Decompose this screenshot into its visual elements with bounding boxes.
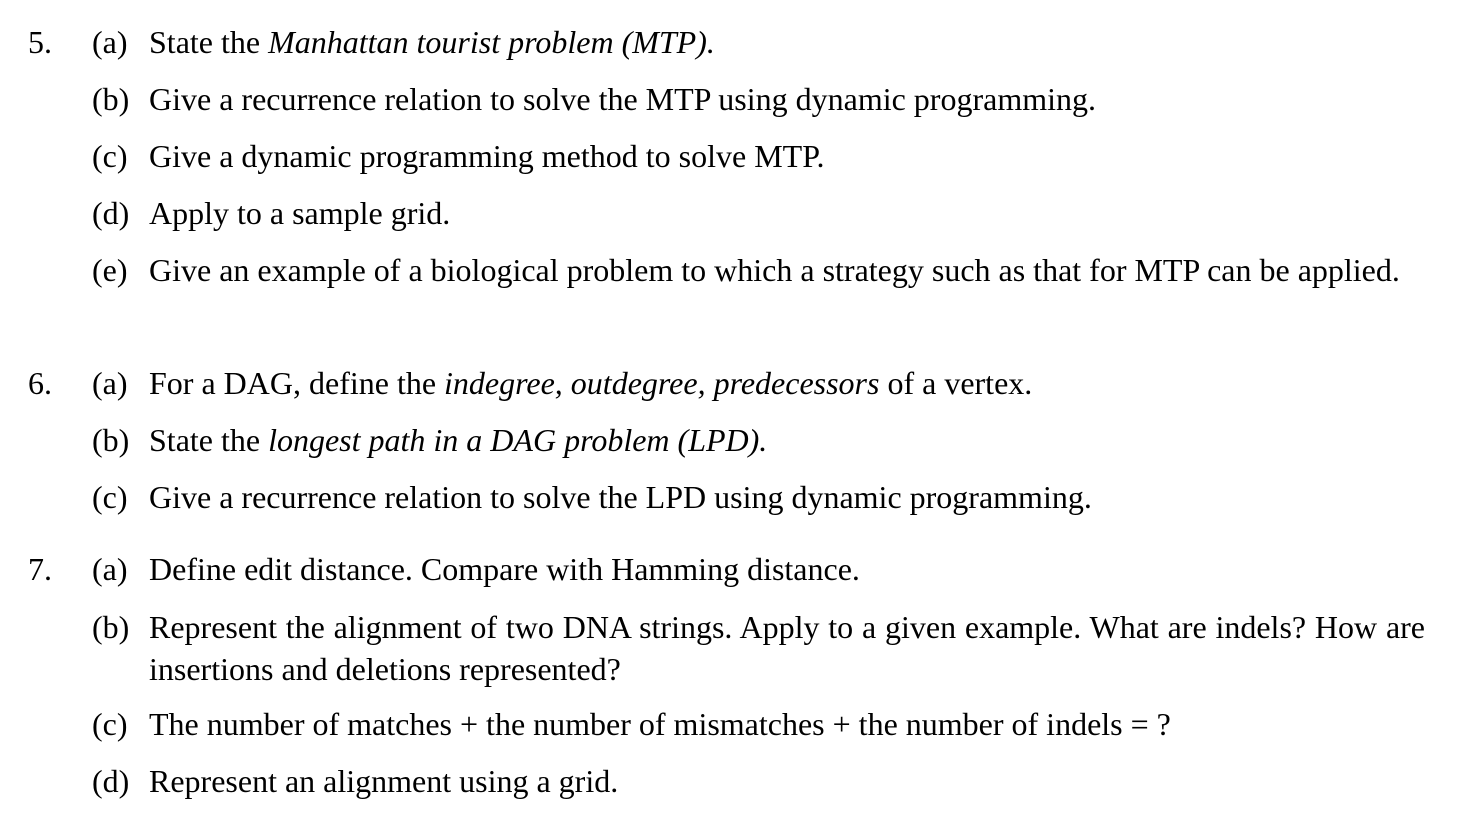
question-number: 7. [28, 551, 52, 587]
question-number: 6. [28, 365, 52, 401]
part-label: (b) [92, 81, 130, 117]
part-text: Give a dynamic programming method to solve MTP. [149, 138, 825, 174]
emphasized-term: longest path in a DAG problem (LPD). [268, 422, 768, 458]
part-text: State the longest path in a DAG problem (LPD). [149, 422, 768, 458]
part-text: Represent the alignment of two DNA strings. Apply to a given example. What are indels? How are insertions and deletions represented? [149, 609, 1425, 687]
part-label: (e) [92, 252, 128, 288]
part-label: (c) [92, 706, 128, 742]
part-text: For a DAG, define the indegree, outdegree, predecessors of a vertex. [149, 365, 1033, 401]
part-label: (c) [92, 479, 128, 515]
part-label: (a) [92, 551, 128, 587]
emphasized-term: indegree, outdegree, predecessors [444, 365, 880, 401]
part-text: Apply to a sample grid. [149, 195, 451, 231]
part-text: Give a recurrence relation to solve the LPD using dynamic programming. [149, 479, 1092, 515]
part-label: (b) [92, 422, 130, 458]
part-text: The number of matches + the number of mismatches + the number of indels = ? [149, 706, 1171, 742]
part-label: (a) [92, 365, 128, 401]
emphasized-term: Manhattan tourist problem (MTP). [268, 24, 715, 60]
part-label: (a) [92, 24, 128, 60]
part-label: (d) [92, 195, 130, 231]
part-text: Represent an alignment using a grid. [149, 763, 619, 799]
part-text: State the Manhattan tourist problem (MTP). [149, 24, 715, 60]
part-text: Give an example of a biological problem to which a strategy such as that for MTP can be applied. [149, 252, 1400, 288]
part-label: (b) [92, 609, 130, 645]
part-text: Define edit distance. Compare with Hamming distance. [149, 551, 860, 587]
part-label: (c) [92, 138, 128, 174]
question-number: 5. [28, 24, 52, 60]
part-label: (d) [92, 763, 130, 799]
part-text: Give a recurrence relation to solve the MTP using dynamic programming. [149, 81, 1096, 117]
